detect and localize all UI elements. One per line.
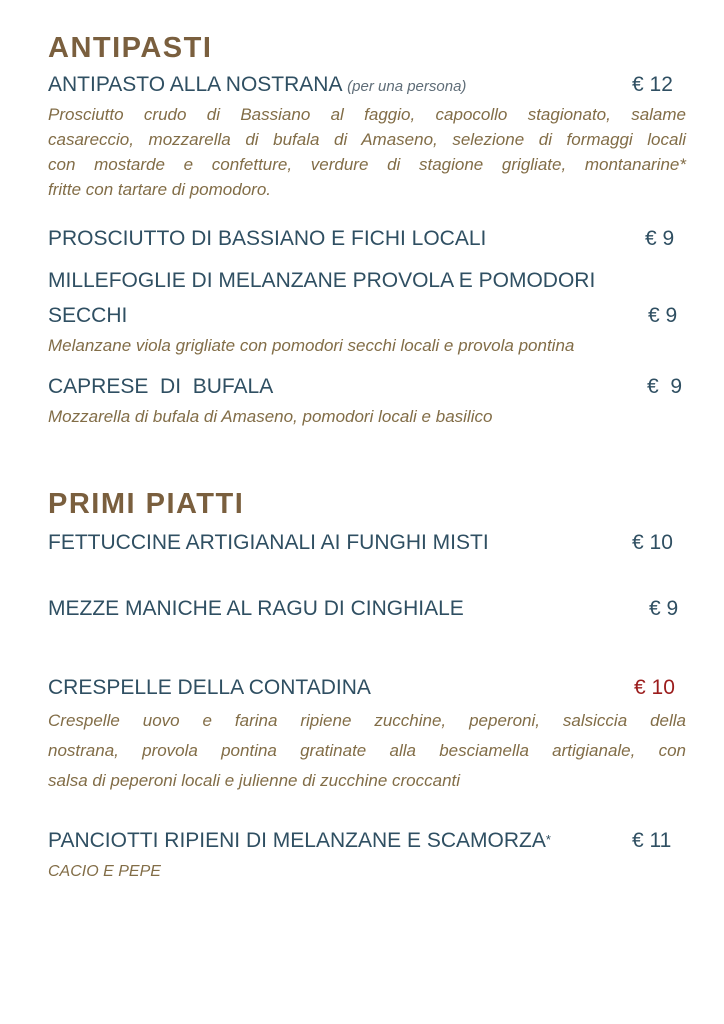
description-line: salsa di peperoni locali e julienne di zucchine croccanti <box>48 771 461 790</box>
price-prosciutto-di-bassiano: € 9 <box>645 227 675 250</box>
dish-name-crespelle: CRESPELLE DELLA CONTADINA <box>48 676 371 699</box>
price-antipasto-alla-nostrana: € 12 <box>632 73 673 96</box>
description-line: con mostarde e confetture, verdure di stagione grigliate, montanarine* <box>48 155 686 174</box>
price-panciotti: € 11 <box>632 829 672 852</box>
section-title-antipasti: ANTIPASTI <box>48 32 213 64</box>
dish-name-panciotti <box>48 830 551 851</box>
price-millefoglie: € 9 <box>648 304 678 327</box>
description-millefoglie: Melanzane viola grigliate con pomodori secchi locali e provola pontina <box>48 336 575 355</box>
footnote-mark: * <box>545 832 551 847</box>
dish-name-caprese-di-bufala <box>48 376 273 397</box>
dish-name-text: PANCIOTTI RIPIENI DI MELANZANE E SCAMORZA <box>48 829 546 852</box>
portion-note: (per una persona) <box>347 78 467 95</box>
dish-name-millefoglie-line1: MILLEFOGLIE DI MELANZANE PROVOLA E POMODORI <box>48 269 596 292</box>
dish-name-mezze-maniche: MEZZE MANICHE AL RAGU DI CINGHIALE <box>48 597 464 620</box>
subtitle-panciotti: CACIO E PEPE <box>48 863 161 880</box>
description-crespelle <box>48 706 686 796</box>
dish-name-prosciutto-di-bassiano: PROSCIUTTO DI BASSIANO E FICHI LOCALI <box>48 227 487 250</box>
section-title-primi-piatti: PRIMI PIATTI <box>48 488 245 520</box>
description-line: fritte con tartare di pomodoro. <box>48 180 272 199</box>
description-line: Crespelle uovo e farina ripiene zucchine, peperoni, salsiccia della <box>48 711 686 730</box>
dish-name-fettuccine: FETTUCCINE ARTIGIANALI AI FUNGHI MISTI <box>48 531 489 554</box>
dish-name-text: ANTIPASTO ALLA NOSTRANA <box>48 73 342 96</box>
price-caprese-di-bufala: € 9 <box>647 375 683 398</box>
dish-name-antipasto-alla-nostrana <box>48 74 466 95</box>
price-mezze-maniche: € 9 <box>649 597 679 620</box>
description-caprese-di-bufala: Mozzarella di bufala di Amaseno, pomodori locali e basilico <box>48 407 493 426</box>
description-line: nostrana, provola pontina gratinate alla besciamella artigianale, con <box>48 741 686 760</box>
dish-name-text: CAPRESE DI BUFALA <box>48 375 274 398</box>
description-antipasto-alla-nostrana <box>48 102 686 202</box>
description-line: casareccio, mozzarella di bufala di Amaseno, selezione di formaggi locali <box>48 130 686 149</box>
dish-name-millefoglie-line2: SECCHI <box>48 304 128 327</box>
price-fettuccine: € 10 <box>632 531 673 554</box>
description-line: Prosciutto crudo di Bassiano al faggio, capocollo stagionato, salame <box>48 105 686 124</box>
price-crespelle: € 10 <box>634 676 675 699</box>
